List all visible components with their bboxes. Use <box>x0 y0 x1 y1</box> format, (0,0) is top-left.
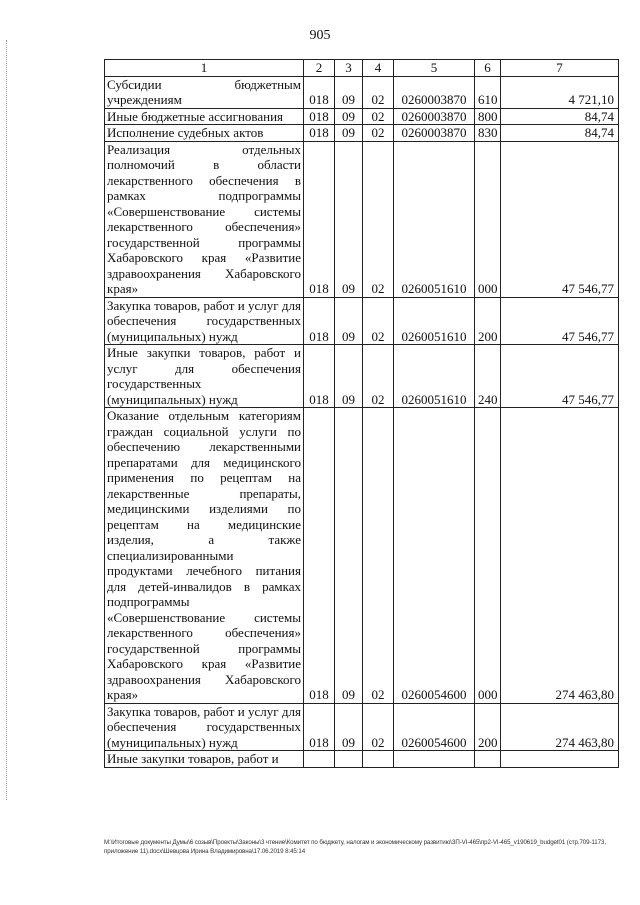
section-code: 09 <box>335 108 363 125</box>
subsection-code: 02 <box>363 141 394 297</box>
target-article-code: 0260051610 <box>394 345 475 408</box>
column-header: 7 <box>501 60 619 77</box>
row-name: Исполнение судебных актов <box>105 125 304 142</box>
ministry-code: 018 <box>304 297 335 345</box>
expense-type-code: 200 <box>475 703 501 751</box>
expense-type-code <box>475 751 501 768</box>
amount: 47 546,77 <box>501 141 619 297</box>
subsection-code: 02 <box>363 125 394 142</box>
expense-type-code: 240 <box>475 345 501 408</box>
section-code: 09 <box>335 408 363 704</box>
expense-type-code: 830 <box>475 125 501 142</box>
section-code: 09 <box>335 141 363 297</box>
section-code: 09 <box>335 297 363 345</box>
amount: 274 463,80 <box>501 703 619 751</box>
amount: 4 721,10 <box>501 76 619 108</box>
expense-type-code: 200 <box>475 297 501 345</box>
section-code: 09 <box>335 345 363 408</box>
table-row <box>105 76 619 108</box>
expense-type-code: 000 <box>475 141 501 297</box>
table-row <box>105 141 619 297</box>
row-name: Субсидии бюджетным учреждениям <box>105 76 304 108</box>
row-name: Закупка товаров, работ и услуг для обеспечения государственных (муниципальных) нужд <box>105 703 304 751</box>
column-header: 4 <box>363 60 394 77</box>
subsection-code: 02 <box>363 345 394 408</box>
row-name: Иные закупки товаров, работ и <box>105 751 304 768</box>
section-code <box>335 751 363 768</box>
subsection-code: 02 <box>363 703 394 751</box>
ministry-code: 018 <box>304 141 335 297</box>
row-name: Реализация отдельных полномочий в области лекарственного обеспечения в рамках подпрограммы «Совершенствование системы лекарственного обеспечения» государственной программы Хабаровского края «Развитие здравоохранения Хабаровского края» <box>105 141 304 297</box>
row-name: Оказание отдельным категориям граждан социальной услуги по обеспечению лекарственными препаратами для медицинского применения по рецептам на лекарственные препараты, медицинскими изделиями по рецептам на медицинские изделия, а также специализированными продуктами лечебного питания для детей-инвалидов в рамках подпрограммы «Совершенствование системы лекарственного обеспечения» государственной программы Хабаровского края «Развитие здравоохранения Хабаровского края» <box>105 408 304 704</box>
section-code: 09 <box>335 125 363 142</box>
footer-file-path: М:\Итоговые документы Думы\6 созыв\Проекты\Законы\3 чтение\Комитет по бюджету, налогам и экономическому развитию\ЗП-VI-465\пр2-VI-465_v190619_budget01 (стр.709-1173, приложение 11).docx\Шевцова Ирина Владимировна\17.06.2019 8:45:14 <box>104 839 606 855</box>
table-row <box>105 345 619 408</box>
row-name: Иные закупки товаров, работ и услуг для обеспечения государственных (муниципальных) нужд <box>105 345 304 408</box>
amount: 47 546,77 <box>501 345 619 408</box>
amount: 84,74 <box>501 125 619 142</box>
target-article-code: 0260054600 <box>394 703 475 751</box>
table-row <box>105 703 619 751</box>
subsection-code: 02 <box>363 76 394 108</box>
amount: 47 546,77 <box>501 297 619 345</box>
ministry-code: 018 <box>304 345 335 408</box>
table-row <box>105 108 619 125</box>
amount <box>501 751 619 768</box>
amount: 84,74 <box>501 108 619 125</box>
subsection-code: 02 <box>363 297 394 345</box>
subsection-code <box>363 751 394 768</box>
table-header-row <box>105 60 619 77</box>
column-header: 2 <box>304 60 335 77</box>
ministry-code <box>304 751 335 768</box>
target-article-code: 0260003870 <box>394 125 475 142</box>
table-row <box>105 408 619 704</box>
target-article-code: 0260003870 <box>394 108 475 125</box>
column-header: 3 <box>335 60 363 77</box>
target-article-code: 0260051610 <box>394 297 475 345</box>
row-name: Закупка товаров, работ и услуг для обеспечения государственных (муниципальных) нужд <box>105 297 304 345</box>
subsection-code: 02 <box>363 408 394 704</box>
ministry-code: 018 <box>304 76 335 108</box>
table-row <box>105 751 619 768</box>
target-article-code: 0260054600 <box>394 408 475 704</box>
expense-type-code: 000 <box>475 408 501 704</box>
target-article-code: 0260051610 <box>394 141 475 297</box>
column-header: 1 <box>105 60 304 77</box>
row-name: Иные бюджетные ассигнования <box>105 108 304 125</box>
ministry-code: 018 <box>304 408 335 704</box>
ministry-code: 018 <box>304 108 335 125</box>
page-number: 905 <box>309 28 331 43</box>
binding-margin-dots <box>6 40 7 800</box>
section-code: 09 <box>335 76 363 108</box>
expense-type-code: 610 <box>475 76 501 108</box>
table-row <box>105 297 619 345</box>
amount: 274 463,80 <box>501 408 619 704</box>
target-article-code: 0260003870 <box>394 76 475 108</box>
budget-table <box>104 59 619 768</box>
subsection-code: 02 <box>363 108 394 125</box>
column-header: 6 <box>475 60 501 77</box>
target-article-code <box>394 751 475 768</box>
column-header: 5 <box>394 60 475 77</box>
section-code: 09 <box>335 703 363 751</box>
ministry-code: 018 <box>304 125 335 142</box>
table-row <box>105 125 619 142</box>
expense-type-code: 800 <box>475 108 501 125</box>
ministry-code: 018 <box>304 703 335 751</box>
